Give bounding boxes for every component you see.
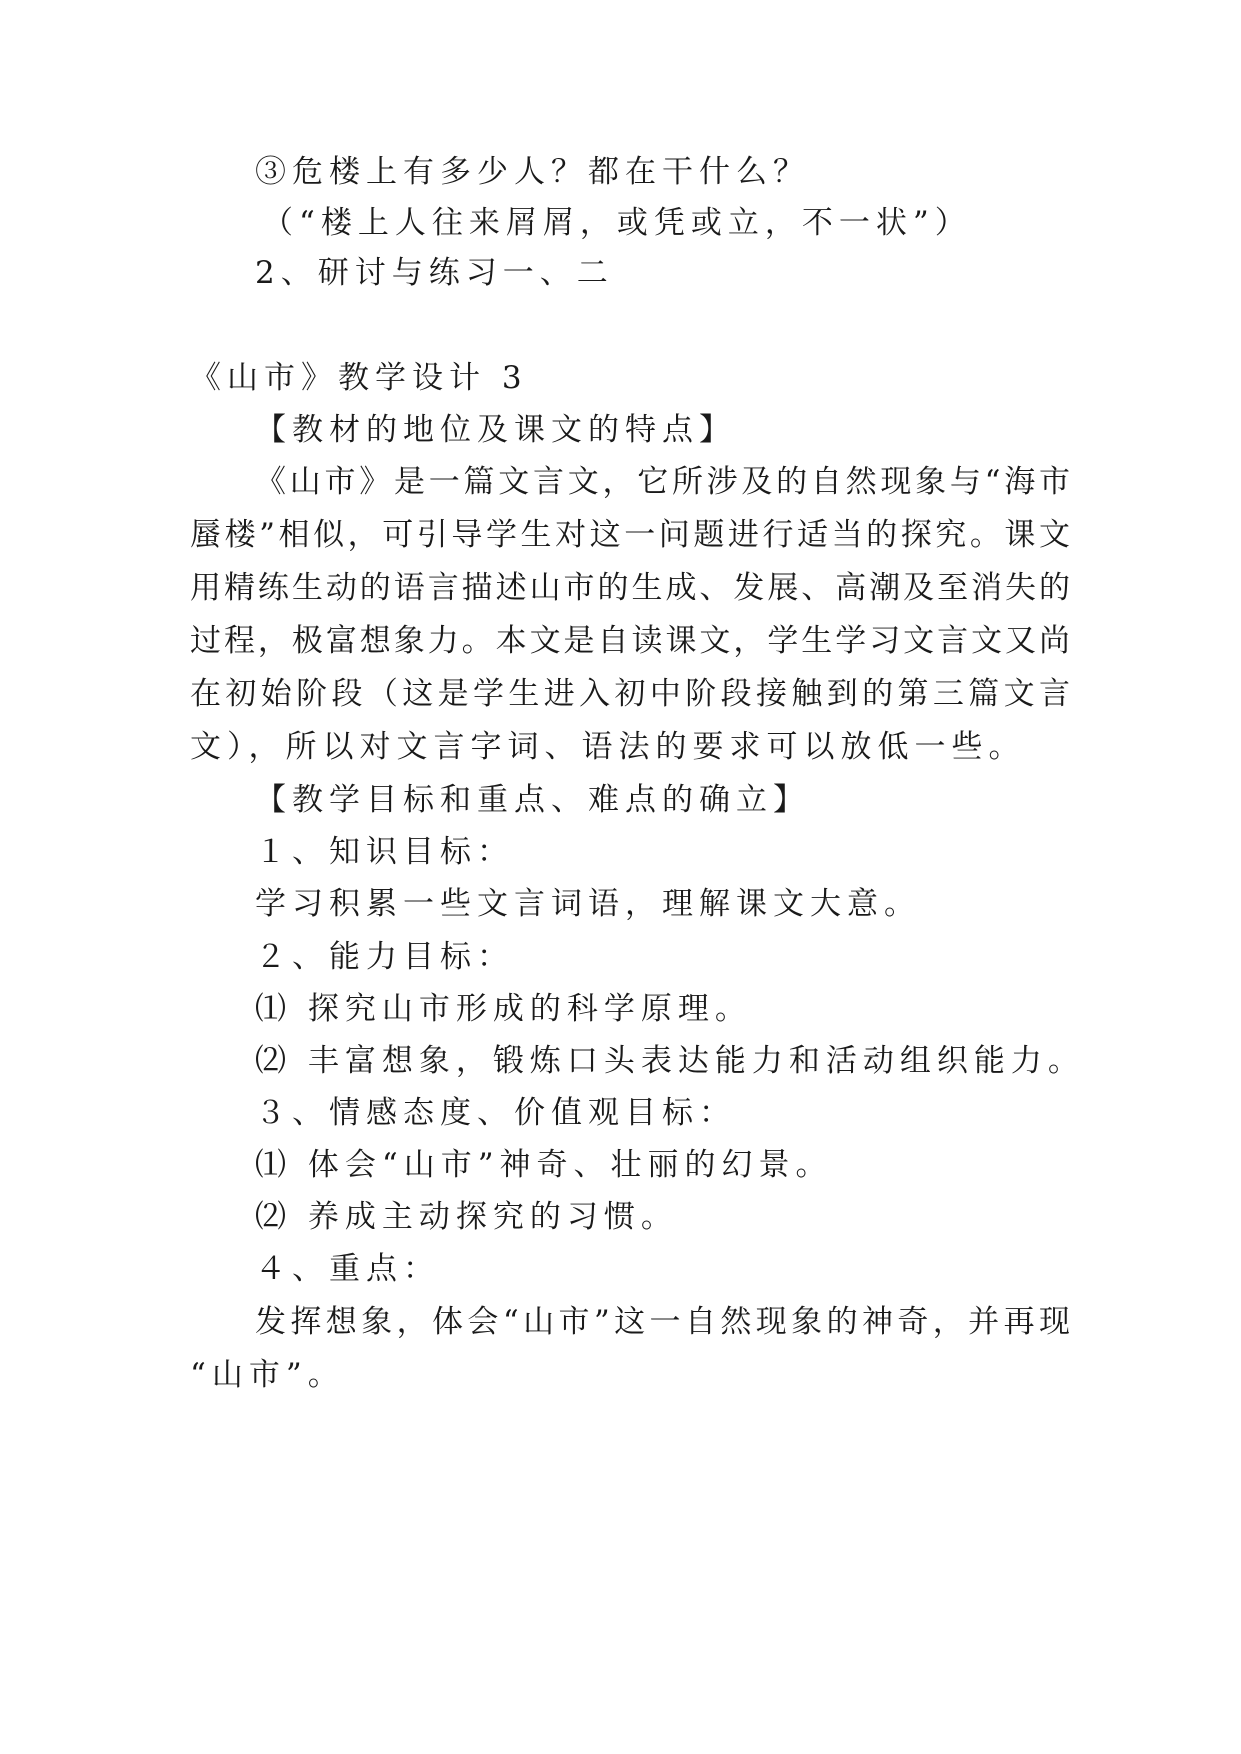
goal-ability-label: ２、能力目标： xyxy=(255,939,514,975)
goal-emotion-item: ⑵ 养成主动探究的习惯。 xyxy=(255,1199,678,1235)
paragraph-line: 用精练生动的语言描述山市的生成、发展、高潮及至消失的 xyxy=(190,570,1070,606)
paragraph-line: 蜃楼”相似，可引导学生对这一问题进行适当的探究。课文 xyxy=(190,517,1070,553)
heading-textbook-position: 【教材的地位及课文的特点】 xyxy=(255,412,736,448)
goal-knowledge-text: 学习积累一些文言词语，理解课文大意。 xyxy=(255,886,921,922)
key-point-text: “山市”。 xyxy=(190,1357,345,1393)
exercise-line: 2、研讨与练习一、二 xyxy=(255,255,614,291)
paragraph-line: 过程，极富想象力。本文是自读课文，学生学习文言文又尚 xyxy=(190,623,1070,659)
paragraph-line: 在初始阶段（这是学生进入初中阶段接触到的第三篇文言 xyxy=(190,676,1070,712)
paragraph-line: 文），所以对文言字词、语法的要求可以放低一些。 xyxy=(190,729,1026,765)
heading-teaching-goals: 【教学目标和重点、难点的确立】 xyxy=(255,782,810,818)
key-point-text: 发挥想象，体会“山市”这一自然现象的神奇，并再现 xyxy=(255,1304,1070,1340)
question-3-quote: （“楼上人往来屑屑，或凭或立，不一状”） xyxy=(262,205,972,241)
key-point-label: ４、重点： xyxy=(255,1251,440,1287)
paragraph-line: 《山市》是一篇文言文，它所涉及的自然现象与“海市 xyxy=(255,464,1070,500)
goal-ability-item: ⑵ 丰富想象，锻炼口头表达能力和活动组织能力。 xyxy=(255,1043,1085,1079)
goal-knowledge-label: １、知识目标： xyxy=(255,834,514,870)
goal-emotion-item: ⑴ 体会“山市”神奇、壮丽的幻景。 xyxy=(255,1147,833,1183)
question-3: ③危楼上有多少人？都在干什么？ xyxy=(255,154,810,190)
goal-emotion-label: ３、情感态度、价值观目标： xyxy=(255,1095,736,1131)
section-title: 《山市》教学设计 3 xyxy=(190,360,528,396)
goal-ability-item: ⑴ 探究山市形成的科学原理。 xyxy=(255,991,752,1027)
